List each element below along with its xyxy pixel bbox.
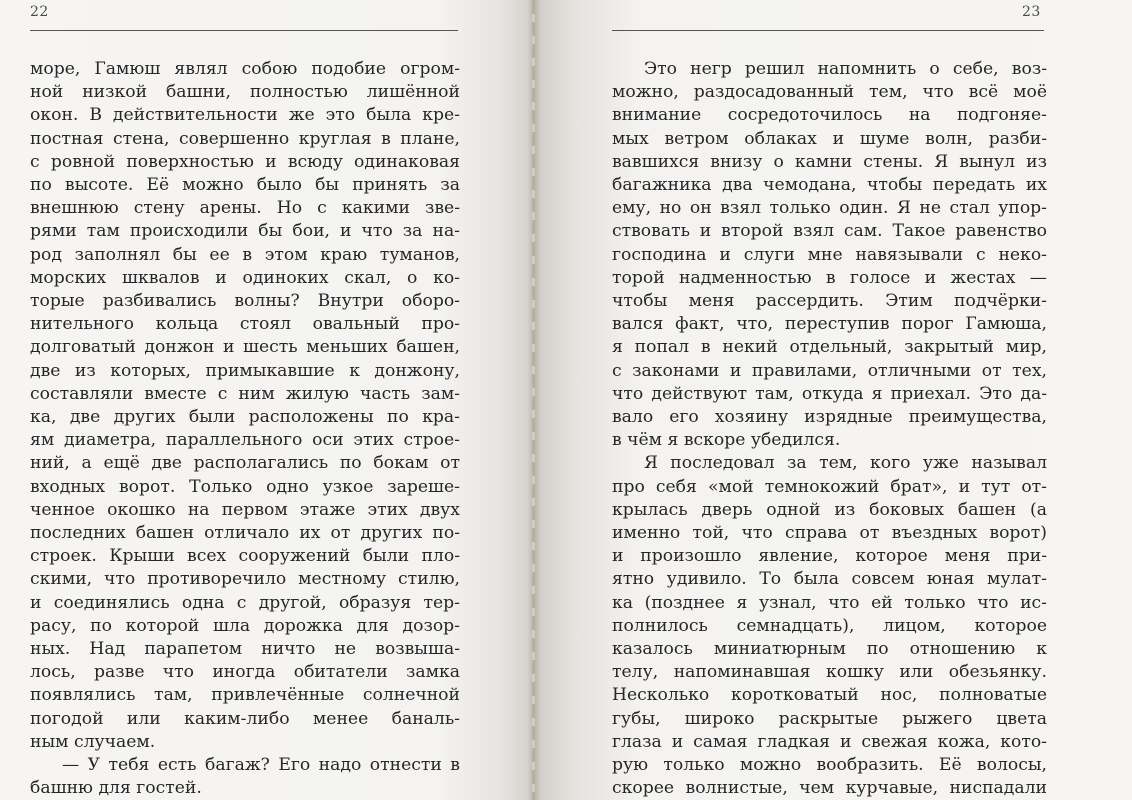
text-line: торой надменностью в голосе и жестах — [612, 267, 1047, 288]
text-line: рями там происходили бы бои, и что за на- [30, 221, 460, 242]
text-line: ка (позднее я узнал, что ей только что ис- [612, 592, 1047, 613]
right-page-body [612, 58, 1047, 800]
text-line: появлялись там, привлечённые солнечной [30, 685, 460, 706]
right-header-rule [612, 30, 1044, 31]
text-line: две из которых, примыкавшие к донжону, [30, 360, 460, 381]
text-line: башню для гостей. [30, 778, 202, 799]
text-line: вало его хозяину изрядные преимущества, [612, 407, 1047, 428]
text-line: с ровной поверхностью и всюду одинаковая [30, 151, 460, 172]
text-line: ям диаметра, параллельного оси этих строе- [30, 430, 460, 451]
text-line: телу, напоминавшая кошку или обезьянку. [612, 662, 1047, 683]
text-line: внимание сосредоточилось на подгоняе- [612, 105, 1047, 126]
text-line: вавшихся внизу о камни стены. Я вынул из [612, 151, 1047, 172]
text-line: казалось миниатюрным по отношению к [612, 639, 1047, 660]
text-line: составляли вместе с ним жилую часть зам- [30, 383, 460, 404]
text-line: род заполнял бы ее в этом краю туманов, [30, 244, 460, 265]
text-line: строек. Крыши всех сооружений были пло- [30, 546, 460, 567]
right-page-number: 23 [1022, 4, 1041, 20]
text-line: последних башен отличало их от других по- [30, 523, 460, 544]
right-page [534, 0, 1132, 800]
left-header-rule [30, 30, 458, 31]
text-line: ний, а ещё две располагались по бокам от [30, 453, 460, 474]
text-line: я попал в некий отдельный, закрытый мир, [612, 337, 1047, 358]
text-line: Я последовал за тем, кого уже называл [644, 453, 1047, 474]
text-line: рую только можно вообразить. Её волосы, [612, 755, 1047, 776]
text-line: по высоте. Её можно было бы принять за [30, 175, 460, 196]
text-line: погодой или каким-либо менее баналь- [30, 708, 460, 729]
text-line: ной низкой башни, полностью лишённой [30, 82, 460, 103]
text-line: Несколько коротковатый нос, полноватые [612, 685, 1047, 706]
text-line: мых ветром облаках и шуме волн, разби- [612, 128, 1047, 149]
text-line: крылась дверь одной из боковых башен (а [612, 499, 1047, 520]
text-line: господина и слуги мне навязывали с неко- [612, 244, 1047, 265]
text-line: ченное окошко на первом этаже этих двух [30, 499, 460, 520]
text-line: именно той, что справа от въездных ворот) [612, 523, 1047, 544]
text-line: ных. Над парапетом ничто не возвыша- [30, 639, 460, 660]
text-line: входных ворот. Только одно узкое зареше- [30, 476, 460, 497]
text-line: ствовать и второй взял сам. Такое равенство [612, 221, 1047, 242]
text-line: глаза и самая гладкая и свежая кожа, кото- [612, 731, 1047, 752]
text-line: постная стена, совершенно круглая в плане, [30, 128, 460, 149]
text-line: чтобы меня рассердить. Этим подчёрки- [612, 291, 1047, 312]
text-line: про себя «мой темнокожий брат», и тут от- [612, 476, 1047, 497]
text-line: расу, по которой шла дорожка для дозор- [30, 615, 460, 636]
text-line: лось, разве что иногда обитатели замка [30, 662, 460, 683]
left-page [0, 0, 534, 800]
text-line: и произошло явление, которое меня при- [612, 546, 1047, 567]
text-line: ятно удивило. То была совсем юная мулат- [612, 569, 1047, 590]
text-line: вался факт, что, переступив порог Гамюша, [612, 314, 1047, 335]
text-line: море, Гамюш являл собою подобие огром- [30, 59, 460, 79]
text-line: окон. В действительности же это была кре- [30, 105, 460, 126]
text-line: нительного кольца стоял овальный про- [30, 314, 460, 335]
text-line: морских шквалов и одиноких скал, о ко- [30, 267, 460, 288]
text-line: — У тебя есть багаж? Его надо отнести в [62, 755, 460, 776]
text-line: полнилось семнадцать), лицом, которое [612, 615, 1047, 636]
text-line: долговатый донжон и шесть меньших башен, [30, 337, 460, 358]
text-line: и соединялись одна с другой, образуя тер- [30, 592, 460, 613]
left-page-body [30, 58, 460, 800]
text-line: что действуют там, откуда я приехал. Это да- [612, 383, 1047, 404]
text-line: ему, но он взял только один. Я не стал упор- [612, 198, 1047, 219]
text-line: багажника два чемодана, чтобы передать их [612, 175, 1047, 196]
text-line: в чём я вскоре убедился. [612, 430, 841, 451]
text-line: Это негр решил напомнить о себе, воз- [644, 59, 1047, 79]
text-line: внешнюю стену арены. Но с какими зве- [30, 198, 460, 219]
text-line: можно, раздосадованный тем, что всё моё [612, 82, 1047, 103]
binding-thread [532, 0, 535, 800]
text-line: скорее волнистые, чем курчавые, ниспадали [612, 778, 1047, 799]
text-line: ка, две других были расположены по кра- [30, 407, 460, 428]
left-page-number: 22 [30, 4, 49, 20]
text-line: ным случаем. [30, 731, 156, 752]
text-line: скими, что противоречило местному стилю, [30, 569, 460, 590]
text-line: торые разбивались волны? Внутри оборо- [30, 291, 460, 312]
text-line: губы, широко раскрытые рыжего цвета [612, 708, 1047, 729]
text-line: с законами и правилами, отличными от тех, [612, 360, 1047, 381]
